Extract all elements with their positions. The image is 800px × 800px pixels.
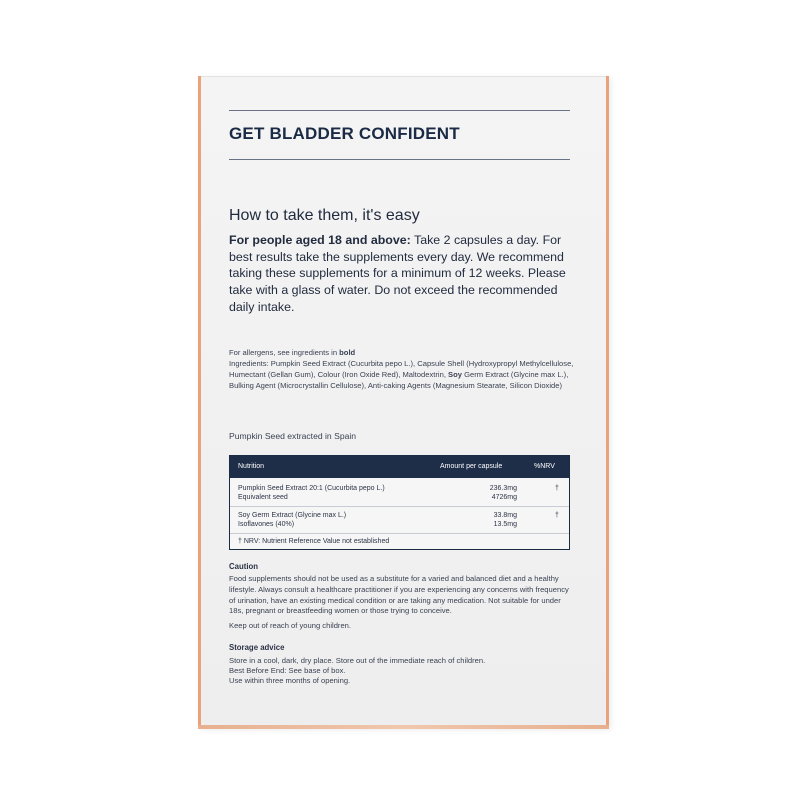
- header-nrv: %NRV: [534, 463, 555, 470]
- box-edge-left: [198, 76, 201, 728]
- title-rule-bottom: [229, 159, 570, 160]
- ingredients-part-1: Ingredients: Pumpkin Seed Extract (Cucurbita pepo L.), Capsule Shell (Hydroxypropyl Methylcellulose, Humectant (Gellan Gum), Colour (Iron Oxide Red), Maltodextrin,: [229, 359, 574, 379]
- ingredients-bold-soy: Soy: [448, 369, 462, 379]
- caution-text: Food supplements should not be used as a substitute for a varied and balanced diet and a healthy lifestyle. Always consult a healthcare practitioner if you are experiencing any concerns with frequency of urination, have an existing medical condition or are taking any medication. Not suitable for under 18s, pregnant or breastfeeding women or those trying to conceive.: [229, 574, 569, 616]
- row-nrv: †: [555, 485, 559, 492]
- allergens-bold: bold: [339, 348, 356, 357]
- origin-text: Pumpkin Seed extracted in Spain: [229, 431, 357, 441]
- row-amount: 4726mg: [491, 494, 517, 501]
- howto-body: [229, 232, 574, 316]
- allergens-lead: For allergens, see ingredients in: [229, 348, 340, 357]
- box-edge-right: [606, 76, 609, 728]
- box-edge-bottom: [198, 725, 609, 729]
- header-amount: Amount per capsule: [440, 463, 503, 470]
- row-nrv: †: [555, 512, 559, 519]
- row-name: Soy Germ Extract (Glycine max L.): [238, 512, 347, 519]
- howto-bold-lead: For people aged 18 and above:: [229, 233, 411, 247]
- row-name: Equivalent seed: [238, 494, 288, 501]
- header-nutrition: Nutrition: [238, 463, 265, 470]
- storage-title: Storage advice: [229, 643, 285, 652]
- title-rule-top: [229, 110, 570, 111]
- box-title: GET BLADDER CONFIDENT: [229, 124, 460, 143]
- ingredients-text: [229, 359, 574, 391]
- allergens-note: [229, 348, 574, 359]
- nutrition-footnote: † NRV: Nutrient Reference Value not established: [238, 538, 390, 545]
- row-amount: 13.5mg: [493, 521, 517, 528]
- howto-heading: How to take them, it's easy: [229, 207, 420, 224]
- storage-line-2: Best Before End: See base of box.: [229, 666, 346, 675]
- storage-line-1: Store in a cool, dark, dry place. Store out of the immediate reach of children.: [229, 656, 486, 665]
- ingredients-part-2: Germ Extract (Glycine max L.), Bulking Agent (Microcrystallin Cellulose), Anti-caking Agents (Magnesium Stearate, Silicon Dioxide): [229, 369, 569, 390]
- nutrition-table: [229, 455, 570, 550]
- caution-title: Caution: [229, 562, 259, 571]
- row-name: Isoflavones (40%): [238, 521, 295, 528]
- caution-text-2: Keep out of reach of young children.: [229, 621, 352, 630]
- howto-text: Take 2 capsules a day. For best results take the supplements every day. We recommend taking these supplements for a minimum of 12 weeks. Please take with a glass of water. Do not exceed the recommended daily intake.: [229, 233, 566, 314]
- row-amount: 236.3mg: [489, 485, 517, 492]
- row-amount: 33.8mg: [493, 512, 517, 519]
- row-name: Pumpkin Seed Extract 20:1 (Cucurbita pepo L.): [238, 485, 385, 492]
- nutrition-header: [230, 456, 569, 478]
- row-divider: [230, 506, 569, 507]
- storage-line-3: Use within three months of opening.: [229, 676, 351, 685]
- row-divider: [230, 533, 569, 534]
